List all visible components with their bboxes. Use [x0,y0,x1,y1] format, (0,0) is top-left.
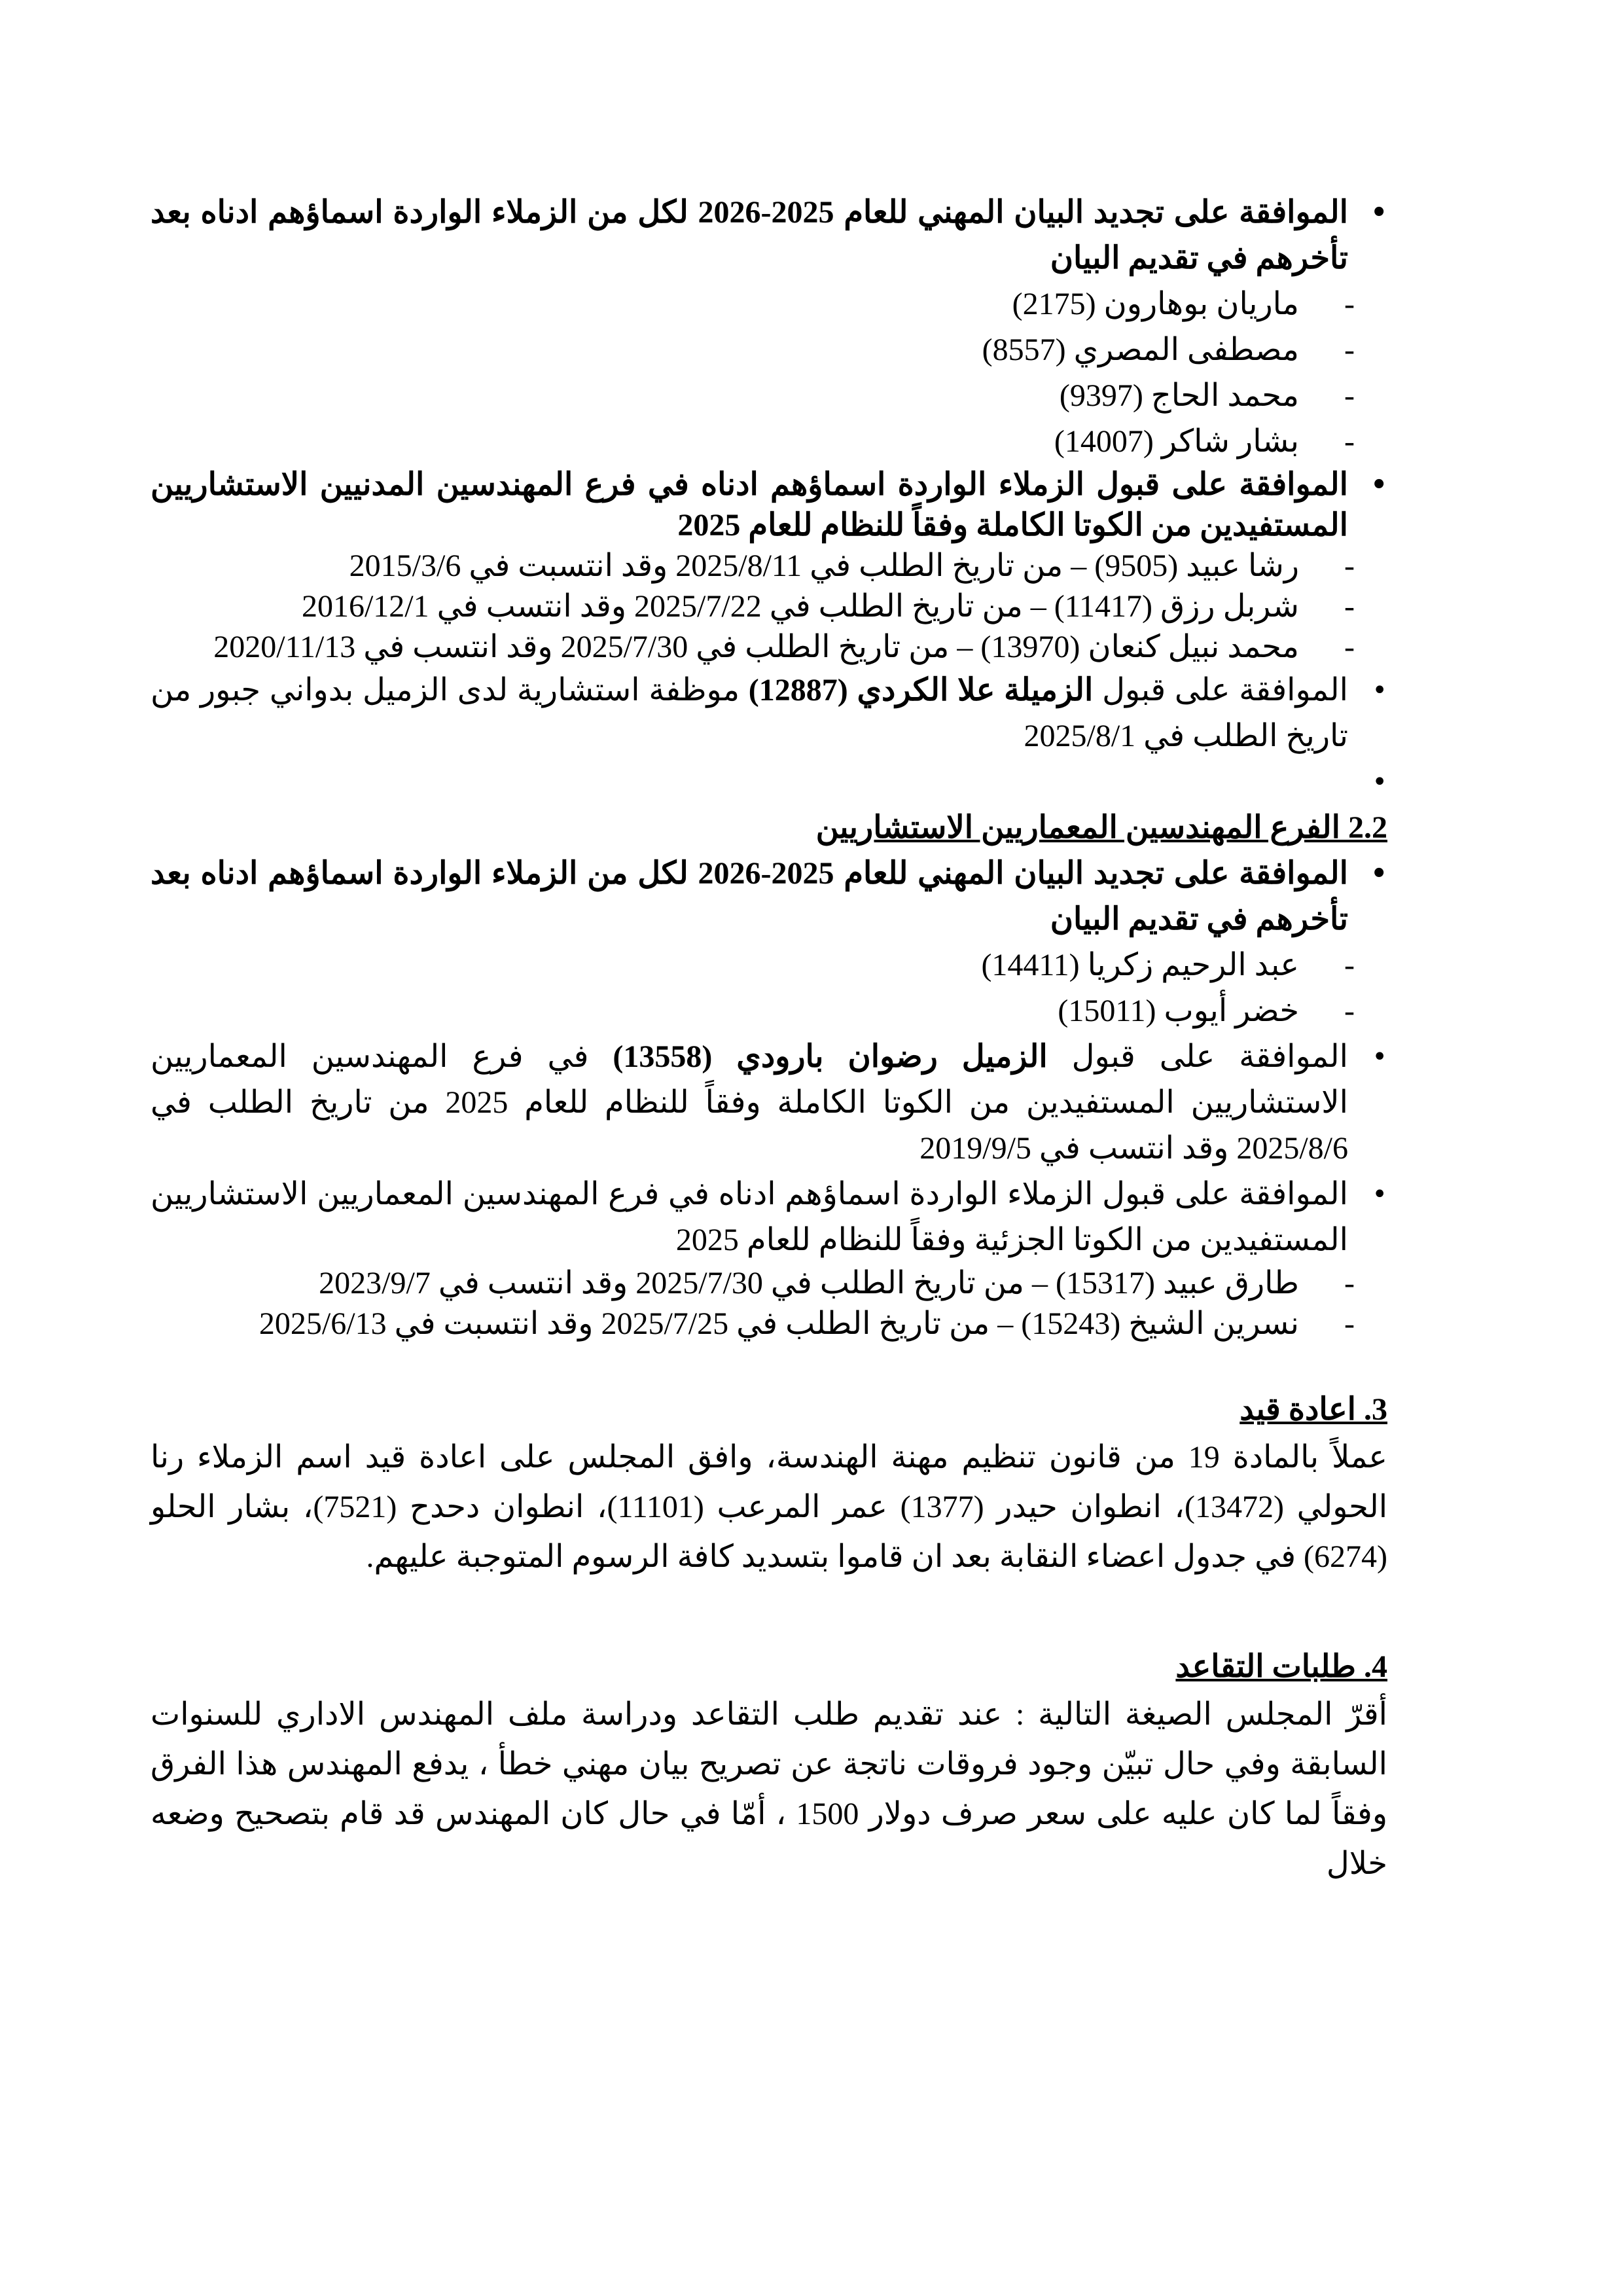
architects-partial-quota-intro: • الموافقة على قبول الزملاء الواردة اسماؤهم ادناه في فرع المهندسين المعماريين الاستشاريين المستفيدين من الكوتا الجزئية وفقاً للنظام للعام 2025 [151,1172,1387,1263]
list-item: - محمد الحاج (9397) [151,373,1387,419]
list-item: - خضر أيوب (15011) [151,988,1387,1034]
civil-acceptance-intro: • الموافقة على قبول الزملاء الواردة اسماؤهم ادناه في فرع المهندسين المدنيين الاستشاريين المستفيدين من الكوتا الكاملة وفقاً للنظام للعام 2025 [151,465,1387,546]
architects-heading: 2.2 الفرع المهندسين المعماريين الاستشاريين [815,810,1387,845]
architects-renewal-intro: • الموافقة على تجديد البيان المهني للعام 2025-2026 لكل من الزملاء الواردة اسماؤهم ادناه بعد تأخرهم في تقديم البيان [151,851,1387,942]
architects-full-quota-approval [151,1034,1387,1172]
civil-acceptance-list [151,546,1387,668]
retirement-text: أقرّ المجلس الصيغة التالية : عند تقديم طلب التقاعد ودراسة ملف المهندس الاداري للسنوات السابقة وفي حال تبيّن وجود فروقات ناتجة عن تصريح بيان مهني خطأ ، يدفع المهندس هذا الفرق وفقاً لما كان عليه على سعر صرف دولار 1500 ، أمّا في حال كان المهندس قد قام بتصحيح وضعه خلال [151,1697,1388,1881]
architects-renewal-list [151,942,1387,1034]
list-item: - ماريان بوهارون (2175) [151,281,1387,327]
list-item: - عبد الرحيم زكريا (14411) [151,942,1387,988]
reinstatement-text: عملاً بالمادة 19 من قانون تنظيم مهنة الهندسة، وافق المجلس على اعادة قيد اسم الزملاء رنا الحولي (13472)، انطوان حيدر (1377) عمر المرعب (11101)، انطوان دحدح (7521)، بشار الحلو (6274) في جدول اعضاء النقابة بعد ان قاموا بتسديد كافة الرسوم المتوجبة عليهم. [151,1440,1388,1574]
list-item: - مصطفى المصري (8557) [151,327,1387,373]
reinstatement-heading: 3. اعادة قيد [1240,1392,1387,1427]
list-item: - محمد نبيل كنعان (13970) – من تاريخ الطلب في 2025/7/30 وقد انتسب في 2020/11/13 [151,627,1387,668]
empty-bullet [151,759,1387,805]
approval-prefix: الموافقة على قبول [1093,673,1348,708]
civil-renewal-intro: • الموافقة على تجديد البيان المهني للعام 2025-2026 لكل من الزملاء الواردة اسماؤهم ادناه بعد تأخرهم في تقديم البيان [151,190,1387,281]
retirement-heading: 4. طلبات التقاعد [1175,1649,1387,1684]
civil-renewal-list [151,281,1387,465]
colleague-name: الزميلة علا الكردي (12887) [748,673,1094,708]
approval-suffix: في فرع المهندسين المعماريين الاستشاريين المستفيدين من الكوتا الكاملة وفقاً للنظام للعام 2025 من تاريخ الطلب في 2025/8/6 وقد انتسب في 2019/9/5 [151,1039,1348,1166]
list-item: - طارق عبيد (15317) – من تاريخ الطلب في 2025/7/30 وقد انتسب في 2023/9/7 [151,1263,1387,1304]
list-item: - بشار شاكر (14007) [151,419,1387,465]
colleague-name: الزميل رضوان بارودي (13558) [613,1039,1048,1074]
list-item: - رشا عبيد (9505) – من تاريخ الطلب في 2025/8/11 وقد انتسبت في 2015/3/6 [151,546,1387,586]
architects-partial-list [151,1263,1387,1344]
civil-employee-approval [151,668,1387,759]
list-item: - نسرين الشيخ (15243) – من تاريخ الطلب في 2025/7/25 وقد انتسبت في 2025/6/13 [151,1304,1387,1344]
document-page [151,190,1387,1889]
approval-prefix: الموافقة على قبول [1047,1039,1348,1074]
list-item: - شربل رزق (11417) – من تاريخ الطلب في 2025/7/22 وقد انتسب في 2016/12/1 [151,586,1387,627]
approval-suffix: موظفة استشارية لدى الزميل بدواني جبور من تاريخ الطلب في 2025/8/1 [151,673,1348,753]
